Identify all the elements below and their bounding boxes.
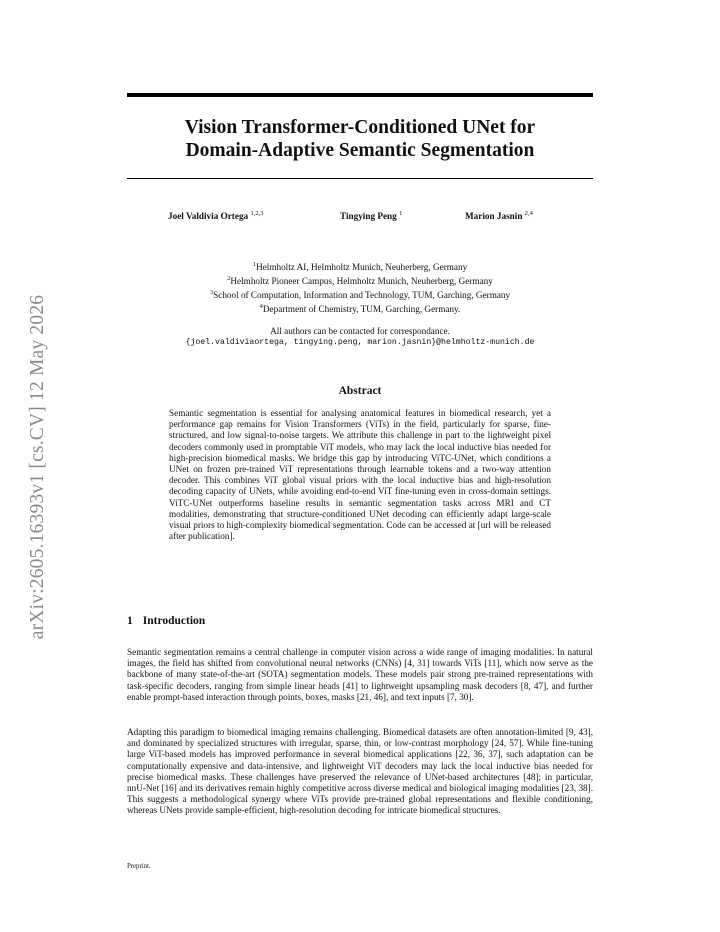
affiliation-line	[127, 301, 593, 315]
author-affiliation-marks: 1,2,3	[250, 210, 264, 217]
affiliation-text: Department of Chemistry, TUM, Garching, Germany.	[262, 304, 461, 315]
affiliation-text: School of Computation, Information and Technology, TUM, Garching, Germany	[213, 290, 511, 301]
paper-title-line-2: Domain-Adaptive Semantic Segmentation	[185, 140, 535, 161]
abstract-text: Semantic segmentation is essential for analysing anatomical features in biomedical research, yet a performance gap remains for Vision Transformers (ViTs) in the field, particularly for sparse, fine-structured, and low signal-to-noise targets. We attribute this challenge in part to the lightweight pixel decoders commonly used in promptable ViT models, who may lack the local inductive bias needed for high-precision biomedical masks. We bridge this gap by introducing ViTC-UNet, which conditions a UNet on frozen pre-trained ViT representations through learnable tokens and a two-way attention decoder. This combines ViT global visual priors with the local inductive bias and high-resolution decoding capacity of UNets, while avoiding end-to-end ViT fine-tuning even in cross-domain settings. ViTC-UNet outperforms baseline results in semantic segmentation tasks across MRI and CT modalities, demonstrating that structure-conditioned UNet decoding can efficiently adapt large-scale visual priors to high-complexity biomedical segmentation. Code can be accessed at [url will be released after publication].	[169, 408, 551, 542]
title-bottom-rule	[127, 178, 593, 179]
author-name: Marion Jasnin	[465, 211, 523, 222]
section-number: 1	[127, 615, 133, 627]
affiliation-list	[127, 259, 593, 315]
affiliation-line	[127, 273, 593, 287]
contact-block	[100, 325, 620, 349]
preprint-footnote: Preprint.	[127, 863, 151, 870]
contact-email: {joel.valdiviaortega, tingying.peng, marion.jasnin}@helmholtz-munich.de	[185, 338, 535, 347]
author-1	[168, 210, 263, 221]
intro-paragraph-2: Adapting this paradigm to biomedical imaging remains challenging. Biomedical datasets are often annotation-limited [9, 43], and dominated by specialized structures with irregular, sparse, thin, or low-contrast morphology [24, 57]. While fine-tuning large ViT-based models has improved performance in several biomedical applications [22, 36, 37], such adaptation can be computationally expensive and data-intensive, and lightweight ViT decoders may lack the local inductive bias needed for precise biomedical masks. These challenges have preserved the relevance of UNet-based architectures [48]; in particular, nnU-Net [16] and its derivatives remain highly competitive across diverse medical and biological imaging modalities [23, 38]. This suggests a methodological synergy where ViTs provide pre-trained global representations and flexible conditioning, whereas UNets provide sample-efficient, high-resolution decoding for intricate biomedical structures.	[127, 727, 593, 816]
author-2	[340, 210, 402, 221]
intro-paragraph-1: Semantic segmentation remains a central challenge in computer vision across a wide range of imaging modalities. In natural images, the field has shifted from convolutional neural networks (CNNs) [4, 31] towards ViTs [11], which now serve as the backbone of many state-of-the-art (SOTA) segmentation models. These models pair strong pre-trained representations with task-specific decoders, ranging from simple linear heads [41] to lightweight upsampling mask decoders [8, 47], and further enable prompt-based interaction through points, boxes, masks [21, 46], and text inputs [7, 30].	[127, 647, 593, 702]
affiliation-line	[127, 287, 593, 301]
affiliation-number: 2	[227, 275, 231, 283]
affiliation-line	[127, 259, 593, 273]
affiliation-text: Helmholtz AI, Helmholtz Munich, Neuherberg, Germany	[256, 262, 468, 273]
affiliation-number: 4	[259, 303, 263, 311]
section-title: Introduction	[142, 615, 206, 627]
paper-title	[127, 116, 593, 162]
title-top-rule	[127, 93, 593, 97]
affiliation-number: 1	[252, 261, 257, 268]
abstract-heading: Abstract	[338, 385, 382, 397]
author-name: Joel Valdivia Ortega	[168, 211, 249, 222]
arxiv-identifier-stamp	[24, 257, 52, 677]
affiliation-text: Helmholtz Pioneer Campus, Helmholtz Munich, Neuherberg, Germany	[230, 276, 493, 287]
affiliation-number: 3	[209, 289, 214, 297]
arxiv-identifier-text: arXiv:2605.16393v1 [cs.CV] 12 May 2026	[27, 294, 49, 640]
section-heading-introduction	[127, 615, 205, 627]
author-affiliation-marks: 2,4	[524, 210, 533, 217]
author-name: Tingying Peng	[340, 211, 397, 222]
contact-note: All authors can be contacted for correspondance.	[270, 326, 450, 336]
author-affiliation-marks: 1	[399, 210, 403, 217]
author-3	[465, 210, 533, 221]
paper-title-line-1: Vision Transformer-Conditioned UNet for	[184, 117, 536, 138]
